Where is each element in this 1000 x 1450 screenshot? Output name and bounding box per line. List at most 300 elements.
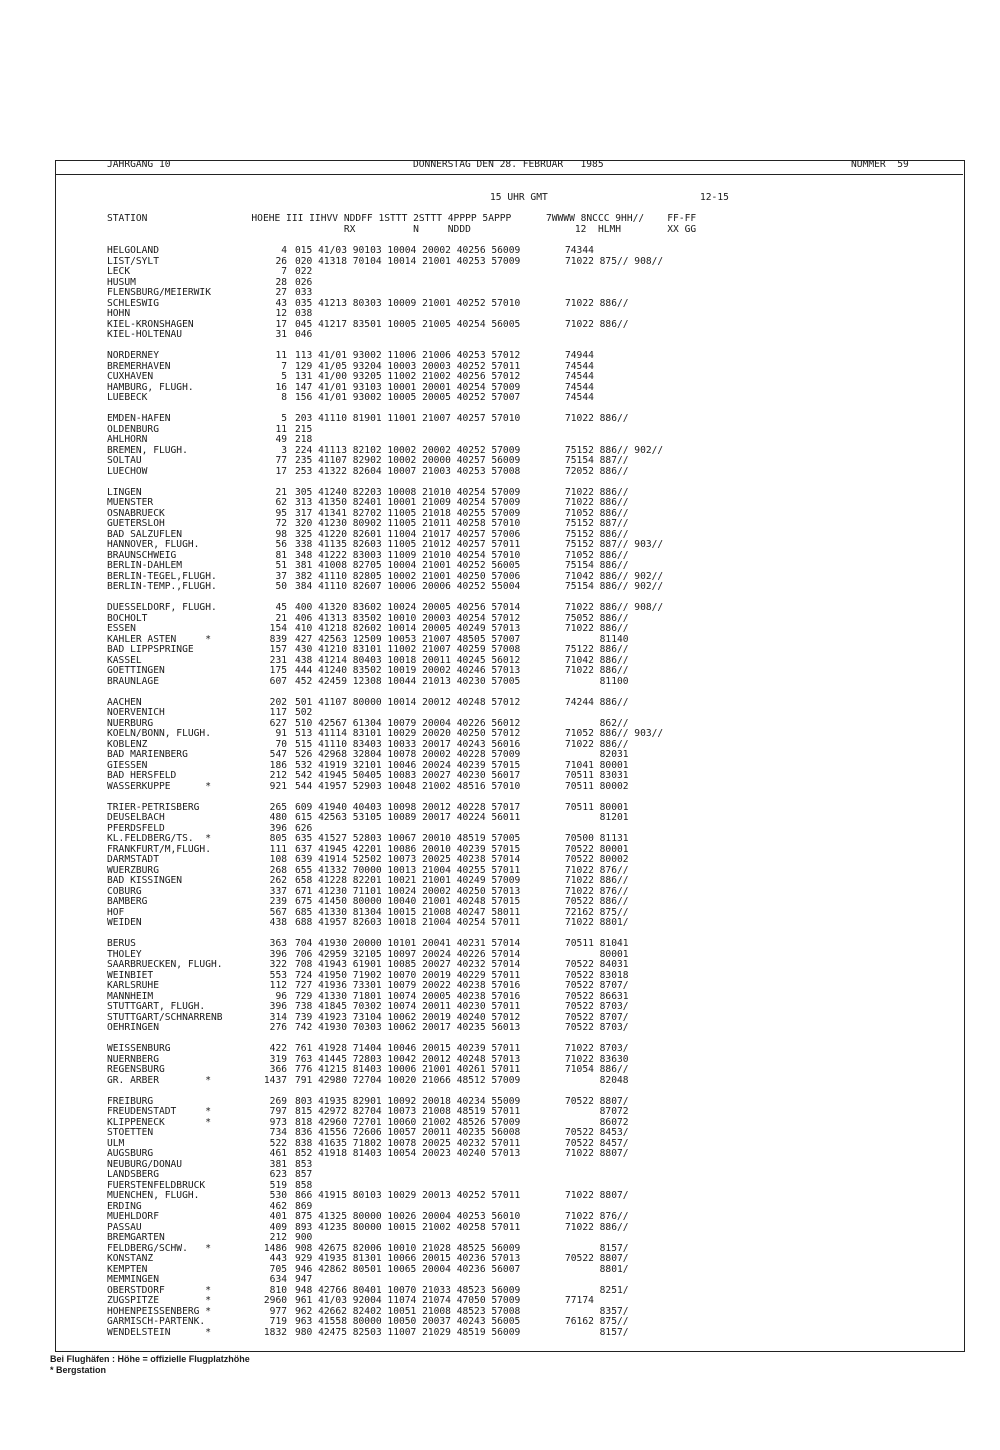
observation-groups: 033 bbox=[295, 287, 313, 298]
table-row bbox=[107, 1139, 937, 1150]
station-height: 422 bbox=[269, 1043, 287, 1054]
weather-groups: 8157/ bbox=[565, 1326, 629, 1338]
station-height: 91 bbox=[275, 728, 287, 739]
observation-groups: 026 bbox=[295, 276, 313, 288]
observation-groups: 305 41240 82203 10008 21010 40254 57009 bbox=[295, 486, 521, 498]
station-height: 409 bbox=[269, 1221, 287, 1233]
table-row bbox=[107, 624, 937, 635]
table-row bbox=[107, 1002, 937, 1013]
station-height: 322 bbox=[269, 959, 287, 970]
weather-groups: 70511 83031 bbox=[565, 770, 629, 781]
weather-groups: 70511 81041 bbox=[565, 938, 629, 949]
station-name: GARMISCH-PARTENK. bbox=[107, 1316, 206, 1327]
station-height: 108 bbox=[269, 854, 287, 865]
station-name: SCHLESWIG bbox=[107, 297, 159, 309]
station-height: 810 bbox=[269, 1284, 287, 1296]
weather-groups: 71022 876// bbox=[565, 1211, 629, 1222]
station-height: 11 bbox=[275, 350, 287, 361]
observation-groups: 815 42972 82704 10073 21008 48519 57011 bbox=[295, 1106, 521, 1117]
weather-groups: 74544 bbox=[565, 360, 594, 372]
station-name: ESSEN bbox=[107, 623, 136, 634]
station-height: 5 bbox=[281, 371, 287, 382]
table-row bbox=[107, 393, 937, 404]
table-row bbox=[107, 908, 937, 919]
weather-groups: 70522 8453/ bbox=[565, 1127, 629, 1138]
weather-groups: 75152 887// 903// bbox=[565, 539, 664, 550]
station-name: FLENSBURG/MEIERWIK bbox=[107, 287, 211, 298]
observation-groups: 526 42968 32804 10078 20002 40228 57009 bbox=[295, 749, 521, 760]
station-name: MEMMINGEN bbox=[107, 1274, 159, 1285]
weather-groups: 75154 887// bbox=[565, 455, 629, 466]
observation-groups: 962 42662 82402 10051 21008 48523 57008 bbox=[295, 1305, 521, 1317]
weather-groups: 71022 886// bbox=[565, 318, 629, 330]
table-row bbox=[107, 897, 937, 908]
weather-groups: 71054 886// bbox=[565, 1064, 629, 1075]
station-name: OEHRINGEN bbox=[107, 1022, 159, 1033]
station-height: 11 bbox=[275, 423, 287, 435]
station-height: 12 bbox=[275, 308, 287, 319]
weather-groups: 71022 886// bbox=[565, 497, 629, 508]
observation-groups: 313 41350 82401 10001 21009 40254 57009 bbox=[295, 497, 521, 508]
station-name: WEIDEN bbox=[107, 917, 142, 928]
observation-groups: 046 bbox=[295, 329, 313, 340]
table-row bbox=[107, 1076, 937, 1087]
observation-groups: 384 41110 82607 10006 20006 40252 55004 bbox=[295, 581, 521, 592]
table-row bbox=[107, 1328, 937, 1339]
weather-groups: 71022 886// bbox=[565, 875, 629, 886]
weather-groups: 8801/ bbox=[565, 1263, 629, 1275]
weather-groups: 74344 bbox=[565, 245, 594, 256]
observation-groups: 803 41935 82901 10092 20018 40234 55009 bbox=[295, 1095, 521, 1107]
observation-groups: 501 41107 80000 10014 20012 40248 57012 bbox=[295, 696, 521, 708]
station-height: 212 bbox=[269, 1232, 287, 1243]
weather-groups: 74544 bbox=[565, 392, 594, 403]
observation-groups: 869 bbox=[295, 1200, 313, 1212]
station-name: WENDELSTEIN * bbox=[107, 1326, 211, 1338]
station-name: WEISSENBURG bbox=[107, 1043, 171, 1054]
station-name: KEMPTEN bbox=[107, 1263, 148, 1275]
station-height: 973 bbox=[269, 1116, 287, 1128]
observation-groups: 838 41635 71802 10078 20025 40232 57011 bbox=[295, 1137, 521, 1149]
observation-groups: 544 41957 52903 10048 21002 48516 57010 bbox=[295, 780, 521, 792]
nummer-label: NUMMER 59 bbox=[851, 159, 909, 170]
station-name: BAD SALZUFLEN bbox=[107, 528, 183, 540]
column-header-line-2: RX N NDDD 12 HLMH XX GG bbox=[107, 223, 697, 235]
station-name: KL.FELDBERG/TS. * bbox=[107, 833, 211, 844]
observation-groups: 015 41/03 90103 10004 20002 40256 56009 bbox=[295, 245, 521, 256]
footer-note-mountain: * Bergstation bbox=[50, 1365, 107, 1375]
station-height: 81 bbox=[275, 549, 287, 561]
table-row bbox=[107, 372, 937, 383]
station-height: 337 bbox=[269, 885, 287, 897]
station-height: 839 bbox=[269, 633, 287, 645]
table-row bbox=[107, 1097, 937, 1108]
observation-groups: 427 42563 12509 10053 21007 48505 57007 bbox=[295, 633, 521, 645]
weather-groups: 70522 8807/ bbox=[565, 1253, 629, 1264]
station-height: 530 bbox=[269, 1190, 287, 1201]
table-row bbox=[107, 257, 937, 268]
observation-groups: 738 41845 70302 10074 20011 40230 57011 bbox=[295, 1001, 521, 1012]
observation-groups: 655 41332 70000 10013 21004 40255 57011 bbox=[295, 864, 521, 876]
station-name: LIST/SYLT bbox=[107, 255, 159, 267]
observation-groups: 763 41445 72803 10042 20012 40248 57013 bbox=[295, 1053, 521, 1065]
table-row bbox=[107, 1013, 937, 1024]
observation-groups: 022 bbox=[295, 266, 313, 277]
weather-groups: 8157/ bbox=[565, 1242, 629, 1254]
station-name: BRAUNLAGE bbox=[107, 675, 159, 687]
column-headers bbox=[107, 192, 696, 235]
observation-groups: 410 41218 82602 10014 20005 40249 57013 bbox=[295, 623, 521, 634]
observation-groups: 113 41/01 93002 11006 21006 40253 57012 bbox=[295, 350, 521, 361]
observation-groups: 875 41325 80000 10026 20004 40253 56010 bbox=[295, 1211, 521, 1222]
table-row bbox=[107, 1254, 937, 1265]
table-row bbox=[107, 614, 937, 625]
range-label: 12-15 bbox=[700, 192, 729, 203]
station-height: 314 bbox=[269, 1011, 287, 1023]
observation-groups: 215 bbox=[295, 423, 313, 435]
station-height: 117 bbox=[269, 707, 287, 718]
observation-groups: 946 42862 80501 10065 20004 40236 56007 bbox=[295, 1263, 521, 1275]
weather-groups: 71022 8807/ bbox=[565, 1190, 629, 1201]
station-height: 7 bbox=[281, 360, 287, 372]
station-height: 50 bbox=[275, 581, 287, 592]
weather-groups: 75052 886// bbox=[565, 612, 629, 624]
station-name: GIESSEN bbox=[107, 759, 148, 771]
table-row bbox=[107, 246, 937, 257]
observation-groups: 857 bbox=[295, 1169, 313, 1180]
table-row bbox=[107, 887, 937, 898]
weather-groups: 71022 886// bbox=[565, 738, 629, 750]
observation-groups: 348 41222 83003 11009 21010 40254 57010 bbox=[295, 549, 521, 561]
station-height: 231 bbox=[269, 654, 287, 666]
weather-groups: 71022 886// bbox=[565, 1221, 629, 1233]
observation-groups: 791 42980 72704 10020 21066 48512 57009 bbox=[295, 1074, 521, 1086]
weather-groups: 70522 8807/ bbox=[565, 1095, 629, 1107]
observation-groups: 866 41915 80103 10029 20013 40252 57011 bbox=[295, 1190, 521, 1201]
table-row bbox=[107, 1307, 937, 1318]
table-row bbox=[107, 551, 937, 562]
weather-groups: 87072 bbox=[565, 1106, 629, 1117]
station-height: 31 bbox=[275, 329, 287, 340]
table-row bbox=[107, 813, 937, 824]
time-label: 15 UHR GMT bbox=[490, 192, 548, 203]
group-separator bbox=[107, 404, 937, 415]
weather-groups: 74544 bbox=[565, 371, 594, 382]
table-row bbox=[107, 362, 937, 373]
station-name: NUERBURG bbox=[107, 717, 154, 729]
observation-groups: 038 bbox=[295, 308, 313, 319]
observation-groups: 963 41558 80000 10050 20037 40243 56005 bbox=[295, 1316, 521, 1327]
observation-groups: 685 41330 81304 10015 21008 40247 58011 bbox=[295, 906, 521, 918]
group-separator bbox=[107, 341, 937, 352]
station-name: LECK bbox=[107, 266, 131, 277]
table-row bbox=[107, 561, 937, 572]
table-row bbox=[107, 1023, 937, 1034]
weather-groups: 70522 84031 bbox=[565, 959, 629, 970]
station-name: KAHLER ASTEN * bbox=[107, 633, 211, 645]
station-height: 396 bbox=[269, 948, 287, 960]
table-row bbox=[107, 635, 937, 646]
station-name: FRANKFURT/M,FLUGH. bbox=[107, 843, 211, 855]
table-row bbox=[107, 771, 937, 782]
station-name: ZUGSPITZE * bbox=[107, 1295, 211, 1306]
observation-groups: 961 41/03 92004 11074 21074 47050 57009 bbox=[295, 1295, 521, 1306]
station-name: BERLIN-DAHLEM bbox=[107, 560, 183, 571]
weather-groups: 75152 886// 902// bbox=[565, 444, 664, 456]
table-row bbox=[107, 1107, 937, 1118]
station-height: 381 bbox=[269, 1158, 287, 1170]
observation-groups: 430 41210 83101 11002 21007 40259 57008 bbox=[295, 644, 521, 655]
observation-groups: 818 42960 72701 10060 21002 48526 57009 bbox=[295, 1116, 521, 1128]
station-name: DUESSELDORF, FLUGH. bbox=[107, 602, 217, 613]
weather-groups: 75154 886// 902// bbox=[565, 581, 664, 592]
table-row bbox=[107, 509, 937, 520]
weather-groups: 80001 bbox=[565, 948, 629, 960]
station-height: 95 bbox=[275, 507, 287, 519]
observation-groups: 739 41923 73104 10062 20019 40240 57012 bbox=[295, 1011, 521, 1023]
station-name: AHLHORN bbox=[107, 434, 148, 445]
station-height: 98 bbox=[275, 528, 287, 540]
station-name: LUECHOW bbox=[107, 465, 148, 477]
table-row bbox=[107, 467, 937, 478]
footer-notes bbox=[50, 1354, 250, 1376]
jahrgang-label: JAHRGANG 10 bbox=[107, 159, 171, 170]
table-row bbox=[107, 456, 937, 467]
station-name: BERLIN-TEMP.,FLUGH. bbox=[107, 581, 217, 592]
observation-groups: 147 41/01 93103 10001 20001 40254 57009 bbox=[295, 381, 521, 393]
weather-groups: 71052 886// 903// bbox=[565, 728, 664, 739]
table-row bbox=[107, 1065, 937, 1076]
station-height: 16 bbox=[275, 381, 287, 393]
observation-groups: 635 41527 52803 10067 20010 48519 57005 bbox=[295, 833, 521, 844]
station-name: ERDING bbox=[107, 1200, 142, 1212]
weather-groups: 70522 86631 bbox=[565, 990, 629, 1002]
weather-groups: 70522 8703/ bbox=[565, 1022, 629, 1033]
weather-groups: 70522 8457/ bbox=[565, 1137, 629, 1149]
station-name: KOELN/BONN, FLUGH. bbox=[107, 728, 211, 739]
station-height: 1486 bbox=[263, 1242, 287, 1254]
observation-groups: 381 41008 82705 10004 21001 40252 56005 bbox=[295, 560, 521, 571]
station-name: STUTTGART, FLUGH. bbox=[107, 1001, 206, 1012]
table-row bbox=[107, 750, 937, 761]
observation-groups: 510 42567 61304 10079 20004 40226 56012 bbox=[295, 717, 521, 729]
station-height: 96 bbox=[275, 990, 287, 1002]
weather-groups: 76162 875// bbox=[565, 1316, 629, 1327]
table-row bbox=[107, 824, 937, 835]
station-height: 37 bbox=[275, 570, 287, 582]
station-height: 239 bbox=[269, 896, 287, 907]
station-height: 461 bbox=[269, 1148, 287, 1159]
weather-groups: 71022 886// 908// bbox=[565, 602, 664, 613]
observation-groups: 609 41940 40403 10098 20012 40228 57017 bbox=[295, 801, 521, 813]
station-height: 607 bbox=[269, 675, 287, 687]
table-row bbox=[107, 1202, 937, 1213]
station-height: 705 bbox=[269, 1263, 287, 1275]
station-height: 522 bbox=[269, 1137, 287, 1149]
weather-groups: 71022 8703/ bbox=[565, 1043, 629, 1054]
weather-groups: 81140 bbox=[565, 633, 629, 645]
observation-groups: 858 bbox=[295, 1179, 313, 1191]
weather-groups: 71022 8801/ bbox=[565, 917, 629, 928]
station-name: KIEL-HOLTENAU bbox=[107, 329, 183, 340]
table-row bbox=[107, 666, 937, 677]
station-name: MUENCHEN, FLUGH. bbox=[107, 1190, 200, 1201]
station-height: 734 bbox=[269, 1127, 287, 1138]
station-height: 7 bbox=[281, 266, 287, 277]
station-height: 51 bbox=[275, 560, 287, 571]
observation-groups: 688 41957 82603 10018 21004 40254 57011 bbox=[295, 917, 521, 928]
station-name: COBURG bbox=[107, 885, 142, 897]
weather-groups: 81100 bbox=[565, 675, 629, 687]
weather-groups: 70522 83018 bbox=[565, 969, 629, 981]
table-row bbox=[107, 992, 937, 1003]
table-row bbox=[107, 1212, 937, 1223]
station-height: 805 bbox=[269, 833, 287, 844]
observation-groups: 035 41213 80303 10009 21001 40252 57010 bbox=[295, 297, 521, 309]
station-name: KASSEL bbox=[107, 654, 142, 666]
station-height: 2960 bbox=[263, 1295, 287, 1306]
station-name: KARLSRUHE bbox=[107, 980, 159, 991]
table-row bbox=[107, 1181, 937, 1192]
observation-groups: 929 41935 81301 10066 20015 40236 57013 bbox=[295, 1253, 521, 1264]
station-name: BREMGARTEN bbox=[107, 1232, 165, 1243]
station-height: 45 bbox=[275, 602, 287, 613]
station-name: HOHN bbox=[107, 308, 131, 319]
weather-groups: 70522 80001 bbox=[565, 843, 629, 855]
observation-groups: 852 41918 81403 10054 20023 40240 57013 bbox=[295, 1148, 521, 1159]
station-name: GOETTINGEN bbox=[107, 665, 165, 676]
table-row bbox=[107, 918, 937, 929]
weather-groups: 75154 886// bbox=[565, 560, 629, 571]
station-height: 56 bbox=[275, 539, 287, 550]
station-height: 623 bbox=[269, 1169, 287, 1180]
weather-groups: 71042 886// bbox=[565, 654, 629, 666]
station-height: 396 bbox=[269, 822, 287, 834]
table-row bbox=[107, 572, 937, 583]
weather-groups: 71041 80001 bbox=[565, 759, 629, 771]
station-height: 276 bbox=[269, 1022, 287, 1033]
weather-groups: 70522 80002 bbox=[565, 854, 629, 865]
station-name: KLIPPENECK * bbox=[107, 1116, 211, 1128]
weather-groups: 71022 886// bbox=[565, 413, 629, 424]
station-table bbox=[107, 246, 937, 1338]
observation-groups: 338 41135 82603 11005 21012 40257 57011 bbox=[295, 539, 521, 550]
observation-groups: 218 bbox=[295, 434, 313, 445]
station-name: OBERSTDORF * bbox=[107, 1284, 211, 1296]
station-height: 112 bbox=[269, 980, 287, 991]
table-row bbox=[107, 1170, 937, 1181]
observation-groups: 947 bbox=[295, 1274, 313, 1285]
observation-groups: 542 41945 50405 10083 20027 40230 56017 bbox=[295, 770, 521, 781]
station-name: LANDSBERG bbox=[107, 1169, 159, 1180]
station-name: SAARBRUECKEN, FLUGH. bbox=[107, 959, 223, 970]
table-row bbox=[107, 488, 937, 499]
station-height: 366 bbox=[269, 1064, 287, 1075]
observation-groups: 704 41930 20000 10101 20041 40231 57014 bbox=[295, 938, 521, 949]
date-label: DONNERSTAG DEN 28. FEBRUAR 1985 bbox=[413, 159, 604, 170]
station-name: NEUBURG/DONAU bbox=[107, 1158, 183, 1170]
observation-groups: 532 41919 32101 10046 20024 40239 57015 bbox=[295, 759, 521, 771]
station-name: OLDENBURG bbox=[107, 423, 159, 435]
observation-groups: 761 41928 71404 10046 20015 40239 57011 bbox=[295, 1043, 521, 1054]
table-row bbox=[107, 960, 937, 971]
table-row bbox=[107, 278, 937, 289]
table-row bbox=[107, 1128, 937, 1139]
weather-groups: 8251/ bbox=[565, 1284, 629, 1296]
weather-groups: 70522 8703/ bbox=[565, 1001, 629, 1012]
table-row bbox=[107, 740, 937, 751]
table-row bbox=[107, 540, 937, 551]
table-row bbox=[107, 603, 937, 614]
table-row bbox=[107, 855, 937, 866]
station-height: 175 bbox=[269, 665, 287, 676]
group-separator bbox=[107, 792, 937, 803]
table-row bbox=[107, 498, 937, 509]
station-name: NUERNBERG bbox=[107, 1053, 159, 1065]
table-row bbox=[107, 351, 937, 362]
station-height: 17 bbox=[275, 465, 287, 477]
column-header-line-1: STATION HOEHE III IIHVV NDDFF 1STTT 2STTT 4PPPP 5APPP 7WWWW 8NCCC 9HH// FF-FF bbox=[107, 213, 697, 224]
station-height: 157 bbox=[269, 644, 287, 655]
table-row bbox=[107, 1296, 937, 1307]
station-name: BAMBERG bbox=[107, 896, 148, 907]
station-name: WASSERKUPPE * bbox=[107, 780, 211, 792]
station-height: 27 bbox=[275, 287, 287, 298]
table-row bbox=[107, 330, 937, 341]
table-row bbox=[107, 519, 937, 530]
table-row bbox=[107, 383, 937, 394]
table-row bbox=[107, 803, 937, 814]
station-name: BAD KISSINGEN bbox=[107, 875, 183, 886]
station-name: GUETERSLOH bbox=[107, 518, 165, 529]
observation-groups: 253 41322 82604 10007 21003 40253 57008 bbox=[295, 465, 521, 477]
table-row bbox=[107, 1160, 937, 1171]
observation-groups: 836 41556 72606 10057 20011 40235 56008 bbox=[295, 1127, 521, 1138]
weather-groups: 71022 8807/ bbox=[565, 1148, 629, 1159]
observation-groups: 400 41320 83602 10024 20005 40256 57014 bbox=[295, 602, 521, 613]
weather-groups: 71022 876// bbox=[565, 885, 629, 897]
report-header bbox=[55, 160, 963, 175]
station-height: 26 bbox=[275, 255, 287, 267]
table-row bbox=[107, 1044, 937, 1055]
table-row bbox=[107, 876, 937, 887]
observation-groups: 406 41313 83502 10010 20003 40254 57012 bbox=[295, 612, 521, 624]
station-name: MANNHEIM bbox=[107, 990, 154, 1002]
station-name: PASSAU bbox=[107, 1221, 142, 1233]
group-separator bbox=[107, 477, 937, 488]
table-row bbox=[107, 782, 937, 793]
observation-groups: 908 42675 82006 10010 21028 48525 56009 bbox=[295, 1242, 521, 1254]
table-row bbox=[107, 320, 937, 331]
observation-groups: 020 41318 70104 10014 21001 40253 57009 bbox=[295, 255, 521, 267]
station-name: HAMBURG, FLUGH. bbox=[107, 381, 194, 393]
station-height: 627 bbox=[269, 717, 287, 729]
station-height: 5 bbox=[281, 413, 287, 424]
station-height: 1832 bbox=[263, 1326, 287, 1338]
station-height: 43 bbox=[275, 297, 287, 309]
weather-groups: 71022 886// bbox=[565, 297, 629, 309]
station-name: OSNABRUECK bbox=[107, 507, 165, 519]
weather-groups: 71052 886// bbox=[565, 507, 629, 519]
station-name: HELGOLAND bbox=[107, 245, 159, 256]
weather-groups: 70522 8707/ bbox=[565, 980, 629, 991]
weather-groups: 71022 886// bbox=[565, 623, 629, 634]
observation-groups: 706 42959 32105 10097 20024 40226 57014 bbox=[295, 948, 521, 960]
observation-groups: 708 41943 61901 10085 20027 40232 57014 bbox=[295, 959, 521, 970]
table-row bbox=[107, 309, 937, 320]
observation-groups: 637 41945 42201 10086 20010 40239 57015 bbox=[295, 843, 521, 855]
group-separator bbox=[107, 687, 937, 698]
